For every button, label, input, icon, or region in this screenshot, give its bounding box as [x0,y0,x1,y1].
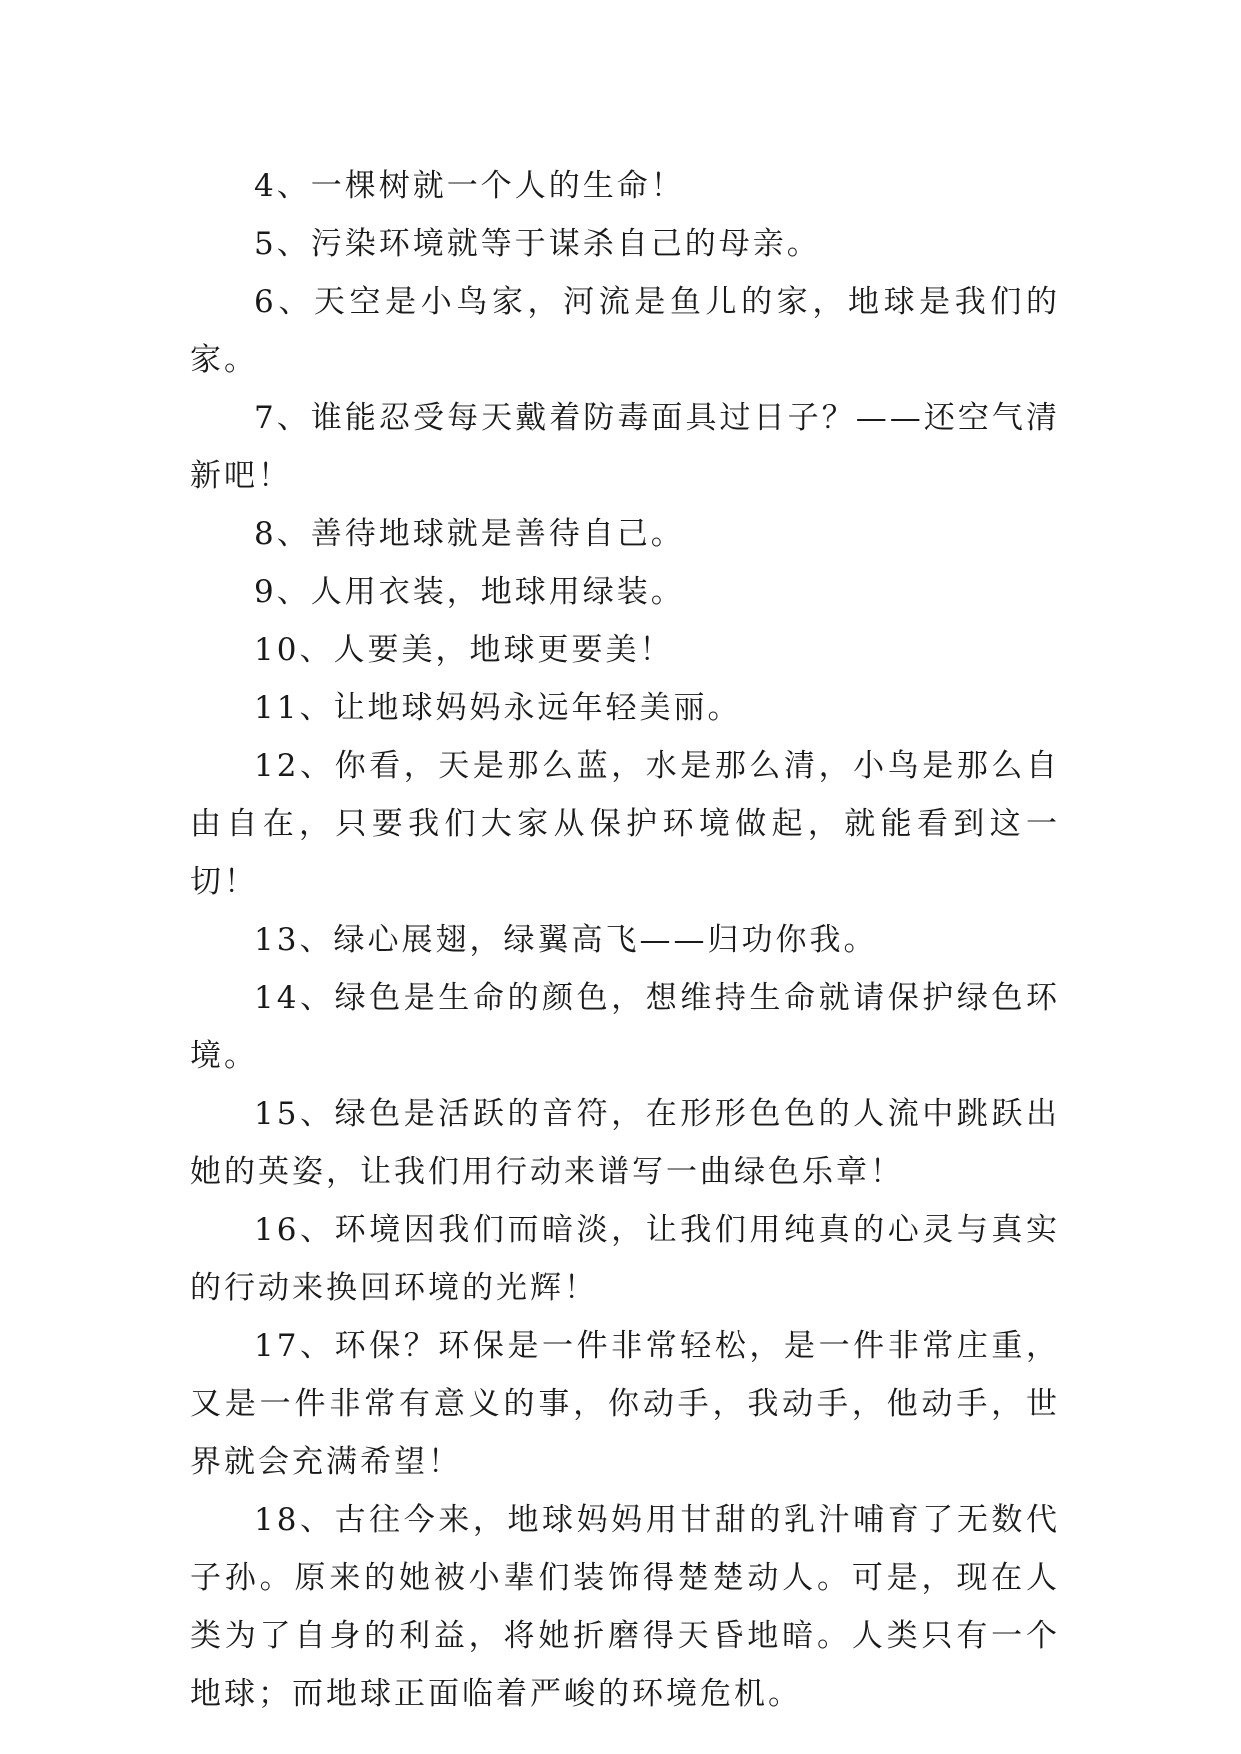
paragraph-18: 18、古往今来，地球妈妈用甘甜的乳汁哺育了无数代子孙。原来的她被小辈们装饰得楚楚动人。可是，现在人类为了自身的利益，将她折磨得天昏地暗。人类只有一个地球；而地球正面临着严峻的环境危机。 [190,1502,1060,1712]
document-body [190,157,1060,1723]
paragraph-8: 8、善待地球就是善待自己。 [254,516,685,552]
paragraph-14: 14、绿色是生命的颜色，想维持生命就请保护绿色环境。 [190,980,1060,1074]
paragraph-12: 12、你看，天是那么蓝，水是那么清，小鸟是那么自由自在，只要我们大家从保护环境做起，就能看到这一切！ [190,748,1060,900]
paragraph-9: 9、人用衣装，地球用绿装。 [254,574,685,610]
paragraph-6: 6、天空是小鸟家，河流是鱼儿的家，地球是我们的家。 [190,284,1060,378]
paragraph-7: 7、谁能忍受每天戴着防毒面具过日子？——还空气清新吧！ [190,400,1060,494]
paragraph-15: 15、绿色是活跃的音符，在形形色色的人流中跳跃出她的英姿，让我们用行动来谱写一曲绿色乐章！ [190,1096,1060,1190]
paragraph-13: 13、绿心展翅，绿翼高飞——归功你我。 [254,922,878,958]
paragraph-17: 17、环保？环保是一件非常轻松，是一件非常庄重，又是一件非常有意义的事，你动手，我动手，他动手，世界就会充满希望！ [190,1328,1060,1480]
paragraph-10: 10、人要美，地球更要美！ [254,632,674,668]
paragraph-4: 4、一棵树就一个人的生命！ [254,168,685,204]
paragraph-5: 5、污染环境就等于谋杀自己的母亲。 [254,226,821,262]
paragraph-11: 11、让地球妈妈永远年轻美丽。 [254,690,742,726]
paragraph-16: 16、环境因我们而暗淡，让我们用纯真的心灵与真实的行动来换回环境的光辉！ [190,1212,1060,1306]
